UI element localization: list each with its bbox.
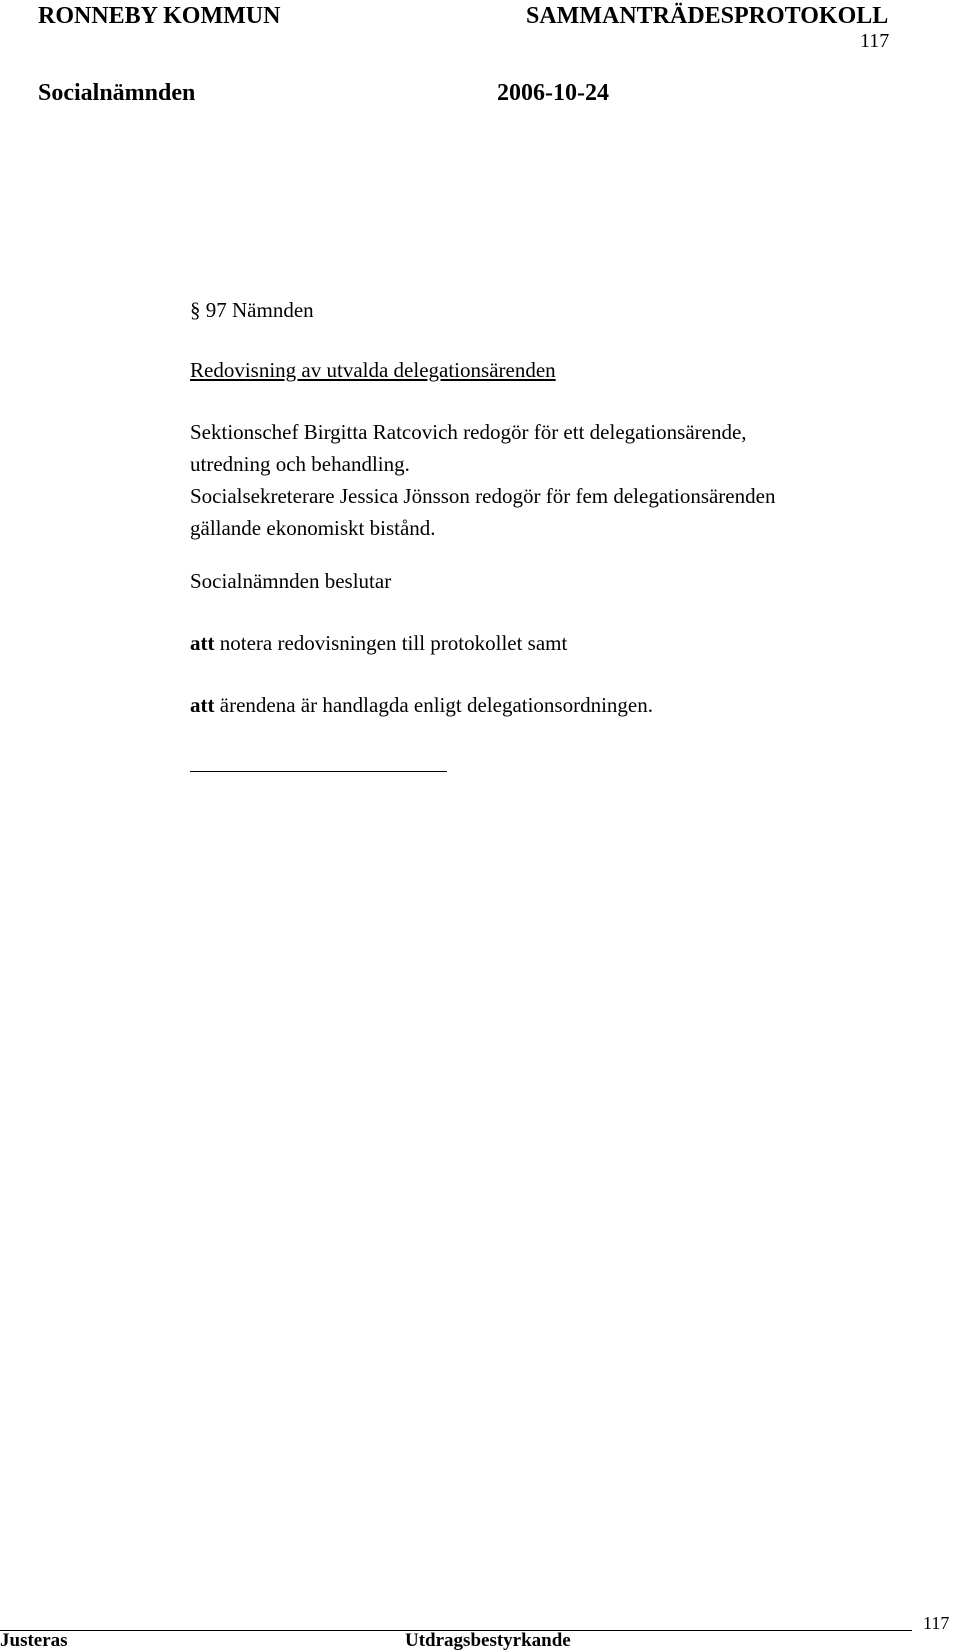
- description-paragraph: [190, 416, 775, 544]
- resolution-item: [190, 689, 653, 721]
- resolution-text: ärendena är handlagda enligt delegationsordningen.: [214, 693, 653, 717]
- footer-justeras-label: Justeras: [0, 1630, 68, 1651]
- description-line: utredning och behandling.: [190, 452, 410, 476]
- protocol-type: SAMMANTRÄDESPROTOKOLL: [526, 3, 889, 29]
- description-line: gällande ekonomiskt bistånd.: [190, 516, 436, 540]
- section-subject: Redovisning av utvalda delegationsärenden: [190, 358, 556, 382]
- resolution-item: [190, 627, 567, 659]
- municipality-name: RONNEBY KOMMUN: [38, 3, 281, 29]
- resolution-text: notera redovisningen till protokollet samt: [214, 631, 568, 655]
- section-title: § 97 Nämnden: [190, 298, 314, 322]
- description-line: Socialsekreterare Jessica Jönsson redogör för fem delegationsärenden: [190, 484, 776, 508]
- description-line: Sektionschef Birgitta Ratcovich redogör för ett delegationsärende,: [190, 420, 747, 444]
- decision-heading: Socialnämnden beslutar: [190, 569, 392, 593]
- footer-utdragsbestyrkande-label: Utdragsbestyrkande: [405, 1630, 571, 1651]
- meeting-date: 2006-10-24: [497, 80, 609, 106]
- page-number-bottom: 117: [923, 1613, 950, 1633]
- resolution-keyword: att: [190, 693, 215, 717]
- committee-name: Socialnämnden: [38, 80, 196, 106]
- resolution-keyword: att: [190, 631, 215, 655]
- page-number-top: 117: [860, 30, 890, 52]
- section-end-rule: [190, 771, 447, 772]
